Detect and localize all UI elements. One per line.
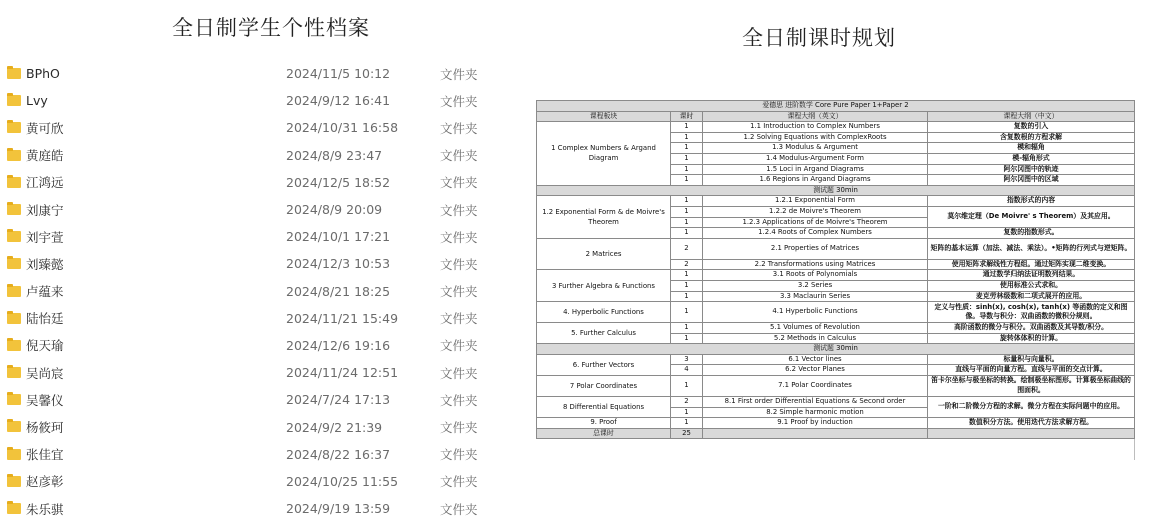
- folder-icon: [7, 231, 21, 242]
- outline-cn-cell: 阿尔冈图中的区域: [928, 175, 1135, 186]
- folder-icon: [7, 367, 21, 378]
- outline-cn-cell: 定义与性质：sinh(x), cosh(x), tanh(x) 等函数的定义和图像。导数与积分：双曲函数的微积分规则。: [928, 302, 1135, 323]
- hours-cell: 1: [671, 228, 703, 239]
- folder-modified-date: 2024/9/19 13:59: [286, 501, 391, 517]
- outline-cn-cell: 标量积与向量积。: [928, 354, 1135, 365]
- outline-cn-cell: 通过数学归纳法证明数列结果。: [928, 270, 1135, 281]
- folder-row[interactable]: [0, 169, 520, 196]
- outline-en-cell: 6.2 Vector Planes: [703, 365, 928, 376]
- outline-en-cell: 4.1 Hyperbolic Functions: [703, 302, 928, 323]
- folder-name[interactable]: 黄可欣: [26, 120, 64, 136]
- folder-row[interactable]: [0, 87, 520, 114]
- outline-cn-cell: 指数形式的内容: [928, 196, 1135, 207]
- header-hours: 课时: [671, 111, 703, 122]
- hours-cell: 3: [671, 354, 703, 365]
- hours-cell: 1: [671, 280, 703, 291]
- hours-cell: 1: [671, 291, 703, 302]
- outline-cn-cell: 使用标准公式求和。: [928, 280, 1135, 291]
- folder-type: 文件夹: [440, 420, 478, 436]
- total-empty-en: [703, 428, 928, 439]
- total-empty-cn: [928, 428, 1135, 439]
- folder-modified-date: 2024/9/12 16:41: [286, 93, 391, 109]
- folder-icon: [7, 95, 21, 106]
- hours-cell: 1: [671, 302, 703, 323]
- folder-row[interactable]: [0, 142, 520, 169]
- folder-row[interactable]: [0, 495, 520, 522]
- test-label: 测试题 30min: [537, 185, 1135, 196]
- folder-modified-date: 2024/9/2 21:39: [286, 419, 383, 435]
- outline-cn-cell: 使用矩阵求解线性方程组。通过矩阵实现二维变换。: [928, 259, 1135, 270]
- outline-en-cell: 7.1 Polar Coordinates: [703, 376, 928, 397]
- folder-row[interactable]: [0, 60, 520, 87]
- outline-cn-cell: 矩阵的基本运算（加法、减法、乘法）。•矩阵的行列式与逆矩阵。: [928, 238, 1135, 259]
- table-row: [537, 397, 1135, 408]
- folder-type: 文件夹: [440, 175, 478, 191]
- table-caption: 爱德思 进阶数学 Core Pure Paper 1+Paper 2: [537, 101, 1135, 112]
- outline-en-cell: 3.2 Series: [703, 280, 928, 291]
- folder-modified-date: 2024/10/31 16:58: [286, 120, 399, 136]
- outline-cn-cell: 笛卡尔坐标与极坐标的转换。绘制极坐标图形。计算极坐标曲线的围面积。: [928, 376, 1135, 397]
- table-row: [537, 376, 1135, 397]
- folder-row[interactable]: [0, 332, 520, 359]
- module-cell: 1 Complex Numbers & Argand Diagram: [537, 122, 671, 186]
- folder-list: [0, 60, 520, 522]
- module-cell: 5. Further Calculus: [537, 323, 671, 344]
- outline-en-cell: 1.5 Loci in Argand Diagrams: [703, 164, 928, 175]
- folder-type: 文件夹: [440, 229, 478, 245]
- folder-type: 文件夹: [440, 120, 478, 136]
- hours-cell: 1: [671, 206, 703, 217]
- outline-cn-cell: 麦克劳林级数和二项式展开的应用。: [928, 291, 1135, 302]
- outline-en-cell: 8.2 Simple harmonic motion: [703, 407, 928, 418]
- folder-type: 文件夹: [440, 338, 478, 354]
- outline-cn-cell: 复数的指数形式。: [928, 228, 1135, 239]
- module-cell: 3 Further Algebra & Functions: [537, 270, 671, 302]
- folder-row[interactable]: [0, 278, 520, 305]
- outline-cn-cell: 数值积分方法。使用迭代方法求解方程。: [928, 418, 1135, 429]
- hours-cell: 2: [671, 397, 703, 408]
- student-archive-title: 全日制学生个性档案: [172, 16, 370, 40]
- module-cell: 6. Further Vectors: [537, 354, 671, 375]
- outline-cn-cell: 一阶和二阶微分方程的求解。微分方程在实际问题中的应用。: [928, 397, 1135, 418]
- folder-type: 文件夹: [440, 392, 478, 408]
- folder-row[interactable]: [0, 114, 520, 141]
- folder-row[interactable]: [0, 441, 520, 468]
- hours-cell: 2: [671, 259, 703, 270]
- hours-cell: 1: [671, 175, 703, 186]
- folder-modified-date: 2024/10/1 17:21: [286, 229, 391, 245]
- folder-row[interactable]: [0, 250, 520, 277]
- header-outline-en: 课程大纲（英文）: [703, 111, 928, 122]
- outline-en-cell: 1.4 Modulus-Argument Form: [703, 153, 928, 164]
- folder-name[interactable]: 吴尚宸: [26, 365, 64, 381]
- outline-cn-cell: 含复数根的方程求解: [928, 132, 1135, 143]
- folder-type: 文件夹: [440, 202, 478, 218]
- folder-row[interactable]: [0, 305, 520, 332]
- outline-en-cell: 5.1 Volumes of Revolution: [703, 323, 928, 334]
- hours-cell: 1: [671, 196, 703, 207]
- outline-cn-cell: 旋转体体积的计算。: [928, 333, 1135, 344]
- hours-cell: 1: [671, 122, 703, 133]
- table-row: [537, 323, 1135, 334]
- outline-en-cell: 1.2.3 Applications of de Moivre's Theorem: [703, 217, 928, 228]
- table-row: [537, 238, 1135, 259]
- folder-name[interactable]: 倪天瑜: [26, 338, 64, 354]
- outline-cn-cell: 复数的引入: [928, 122, 1135, 133]
- folder-icon: [7, 421, 21, 432]
- folder-icon: [7, 313, 21, 324]
- folder-icon: [7, 68, 21, 79]
- folder-name[interactable]: 朱乐骐: [26, 501, 64, 517]
- table-caption-row: [537, 101, 1135, 112]
- folder-icon: [7, 286, 21, 297]
- hours-cell: 1: [671, 376, 703, 397]
- folder-row[interactable]: [0, 223, 520, 250]
- outline-cn-cell: 模和辐角: [928, 143, 1135, 154]
- table-row: [537, 302, 1135, 323]
- hours-cell: 1: [671, 418, 703, 429]
- folder-modified-date: 2024/12/5 18:52: [286, 174, 391, 190]
- module-cell: 7 Polar Coordinates: [537, 376, 671, 397]
- outline-en-cell: 8.1 First order Differential Equations & Second order: [703, 397, 928, 408]
- course-plan-table: [536, 100, 1135, 439]
- folder-modified-date: 2024/8/9 23:47: [286, 147, 383, 163]
- folder-name[interactable]: 张佳宜: [26, 447, 64, 463]
- folder-modified-date: 2024/11/5 10:12: [286, 66, 391, 82]
- test-label: 测试题 30min: [537, 344, 1135, 355]
- outline-en-cell: 1.2 Solving Equations with ComplexRoots: [703, 132, 928, 143]
- module-cell: 9. Proof: [537, 418, 671, 429]
- folder-modified-date: 2024/11/24 12:51: [286, 365, 399, 381]
- total-label: 总课时: [537, 428, 671, 439]
- outline-cn-cell: 直线与平面的向量方程。直线与平面的交点计算。: [928, 365, 1135, 376]
- folder-icon: [7, 177, 21, 188]
- total-row: [537, 428, 1135, 439]
- folder-icon: [7, 122, 21, 133]
- folder-icon: [7, 204, 21, 215]
- folder-modified-date: 2024/12/6 19:16: [286, 337, 391, 353]
- hours-cell: 1: [671, 217, 703, 228]
- outline-cn-cell: 高阶函数的微分与积分。双曲函数及其导数/积分。: [928, 323, 1135, 334]
- hours-cell: 1: [671, 323, 703, 334]
- outline-en-cell: 1.2.4 Roots of Complex Numbers: [703, 228, 928, 239]
- folder-icon: [7, 258, 21, 269]
- folder-row[interactable]: [0, 413, 520, 440]
- outline-en-cell: 9.1 Proof by induction: [703, 418, 928, 429]
- folder-type: 文件夹: [440, 501, 478, 517]
- folder-row[interactable]: [0, 196, 520, 223]
- hours-cell: 2: [671, 238, 703, 259]
- folder-type: 文件夹: [440, 66, 478, 82]
- folder-modified-date: 2024/11/21 15:49: [286, 310, 399, 326]
- outline-en-cell: 1.3 Modulus & Argument: [703, 143, 928, 154]
- folder-modified-date: 2024/8/22 16:37: [286, 446, 391, 462]
- outline-en-cell: 3.1 Roots of Polynomials: [703, 270, 928, 281]
- folder-type: 文件夹: [440, 93, 478, 109]
- test-row: [537, 344, 1135, 355]
- folder-name[interactable]: 陆怡廷: [26, 311, 64, 327]
- header-outline-cn: 课程大纲（中文）: [928, 111, 1135, 122]
- folder-name[interactable]: 黄庭皓: [26, 148, 64, 164]
- hours-cell: 1: [671, 143, 703, 154]
- folder-icon: [7, 150, 21, 161]
- hours-cell: 1: [671, 407, 703, 418]
- folder-modified-date: 2024/7/24 17:13: [286, 392, 391, 408]
- folder-icon: [7, 449, 21, 460]
- outline-en-cell: 1.2.2 de Moivre's Theorem: [703, 206, 928, 217]
- test-row: [537, 185, 1135, 196]
- folder-row[interactable]: [0, 468, 520, 495]
- folder-name[interactable]: 赵彦彰: [26, 474, 64, 490]
- outline-en-cell: 1.2.1 Exponential Form: [703, 196, 928, 207]
- table-row: [537, 270, 1135, 281]
- folder-name[interactable]: 江鸿远: [26, 175, 64, 191]
- folder-type: 文件夹: [440, 311, 478, 327]
- folder-type: 文件夹: [440, 474, 478, 490]
- folder-name[interactable]: 杨筱珂: [26, 420, 64, 436]
- folder-icon: [7, 476, 21, 487]
- table-header-row: [537, 111, 1135, 122]
- folder-name[interactable]: BPhO: [26, 66, 60, 82]
- table-row: [537, 196, 1135, 207]
- schedule-title: 全日制课时规划: [742, 26, 896, 50]
- folder-row[interactable]: [0, 359, 520, 386]
- hours-cell: 1: [671, 153, 703, 164]
- folder-modified-date: 2024/8/21 18:25: [286, 283, 391, 299]
- folder-name[interactable]: 刘康宁: [26, 202, 64, 218]
- outline-cn-cell: 莫尔维定理（De Moivre' s Theorem）及其应用。: [928, 206, 1135, 227]
- outline-en-cell: 1.1 Introduction to Complex Numbers: [703, 122, 928, 133]
- module-cell: 8 Differential Equations: [537, 397, 671, 418]
- table-row: [537, 122, 1135, 133]
- folder-type: 文件夹: [440, 447, 478, 463]
- outline-en-cell: 6.1 Vector lines: [703, 354, 928, 365]
- total-hours: 25: [671, 428, 703, 439]
- outline-en-cell: 5.2 Methods in Calculus: [703, 333, 928, 344]
- outline-en-cell: 3.3 Maclaurin Series: [703, 291, 928, 302]
- folder-name[interactable]: 卢蕴来: [26, 284, 64, 300]
- table-row: [537, 418, 1135, 429]
- hours-cell: 1: [671, 164, 703, 175]
- folder-name[interactable]: 吴馨仪: [26, 392, 64, 408]
- folder-type: 文件夹: [440, 148, 478, 164]
- folder-modified-date: 2024/12/3 10:53: [286, 256, 391, 272]
- folder-name[interactable]: 刘臻懿: [26, 256, 64, 272]
- folder-name[interactable]: 刘宇萱: [26, 229, 64, 245]
- hours-cell: 1: [671, 132, 703, 143]
- module-cell: 1.2 Exponential Form & de Moivre's Theorem: [537, 196, 671, 238]
- folder-icon: [7, 503, 21, 514]
- folder-row[interactable]: [0, 386, 520, 413]
- folder-type: 文件夹: [440, 256, 478, 272]
- folder-type: 文件夹: [440, 284, 478, 300]
- folder-icon: [7, 340, 21, 351]
- folder-icon: [7, 394, 21, 405]
- hours-cell: 1: [671, 333, 703, 344]
- folder-type: 文件夹: [440, 365, 478, 381]
- outline-en-cell: 2.1 Properties of Matrices: [703, 238, 928, 259]
- outline-en-cell: 1.6 Regions in Argand Diagrams: [703, 175, 928, 186]
- outline-en-cell: 2.2 Transformations using Matrices: [703, 259, 928, 270]
- outline-cn-cell: 阿尔冈图中的轨迹: [928, 164, 1135, 175]
- hours-cell: 4: [671, 365, 703, 376]
- module-cell: 4. Hyperbolic Functions: [537, 302, 671, 323]
- folder-name[interactable]: Lvy: [26, 93, 48, 109]
- hours-cell: 1: [671, 270, 703, 281]
- table-row: [537, 354, 1135, 365]
- folder-modified-date: 2024/10/25 11:55: [286, 473, 399, 489]
- folder-modified-date: 2024/8/9 20:09: [286, 202, 383, 218]
- header-module: 课程板块: [537, 111, 671, 122]
- course-plan-sheet: [536, 100, 1134, 439]
- module-cell: 2 Matrices: [537, 238, 671, 270]
- outline-cn-cell: 模-辐角形式: [928, 153, 1135, 164]
